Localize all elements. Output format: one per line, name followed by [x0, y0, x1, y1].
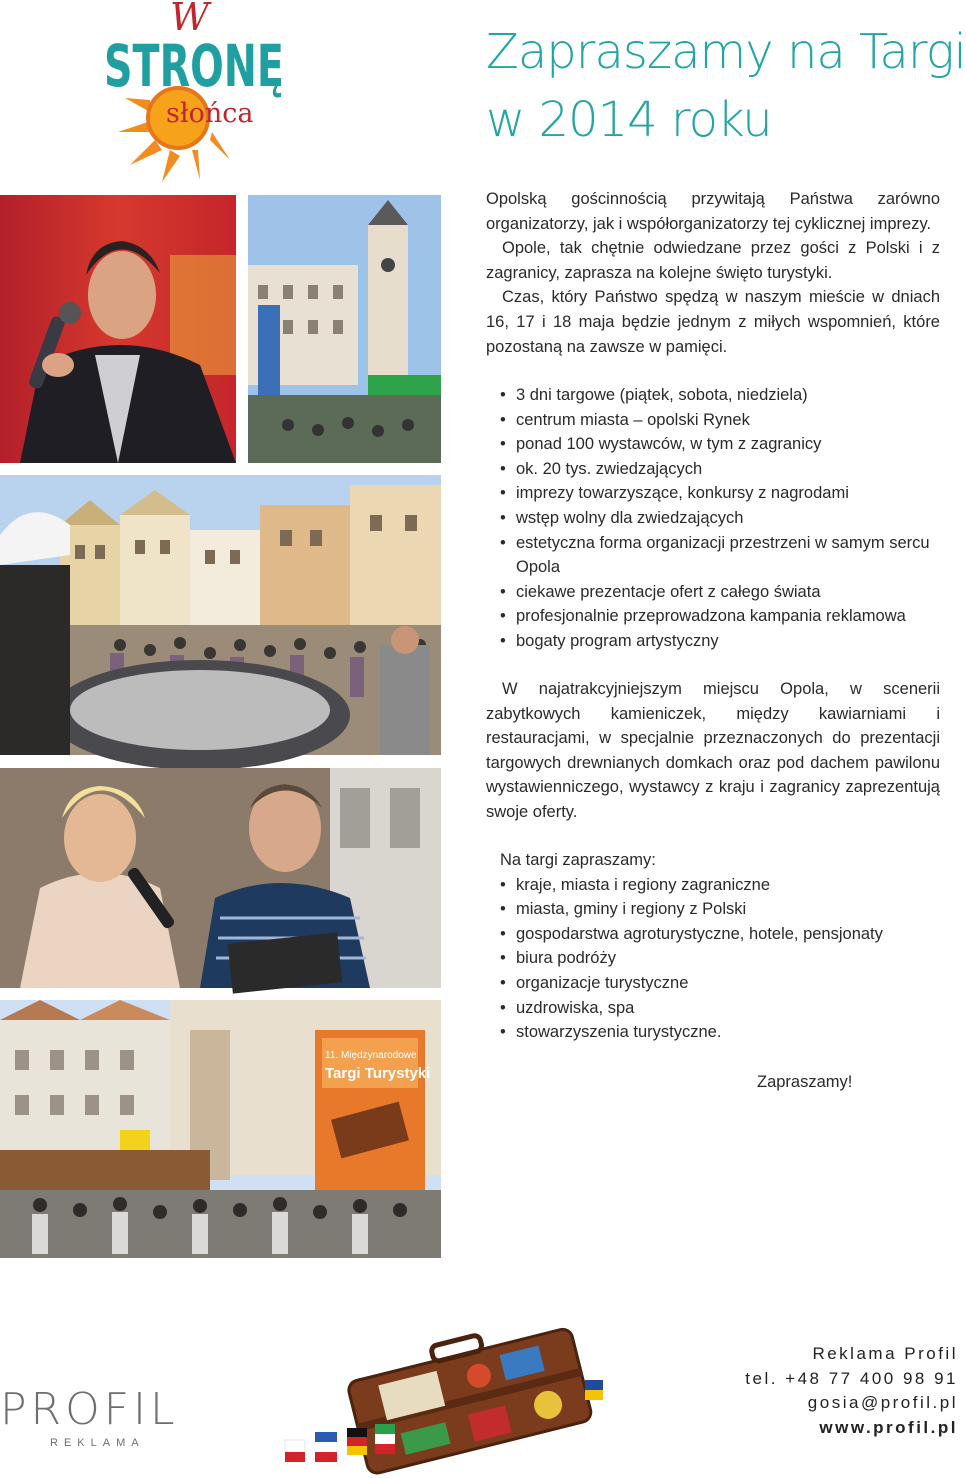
intro-text — [486, 187, 940, 359]
photo-town-hall — [248, 195, 441, 463]
poster-line-2: Targi Turystyki — [325, 1065, 431, 1082]
invite-closing: Zapraszamy! — [757, 1073, 853, 1091]
feature-item: • ciekawe prezentacje ofert z całego świata — [500, 580, 940, 605]
feature-item: • bogaty program artystyczny — [500, 629, 940, 654]
location-section — [486, 677, 940, 825]
title-line-2: w 2014 roku — [486, 92, 772, 148]
invite-item: • kraje, miasta i regiony zagraniczne — [500, 873, 940, 898]
logo-w-letter: W — [170, 0, 210, 39]
invite-heading: Na targi zapraszamy: — [500, 851, 656, 869]
profil-logo-word: PROFIL — [0, 1384, 179, 1435]
feature-item: • ponad 100 wystawców, w tym z zagranicy — [500, 432, 940, 457]
suitcase-illustration — [285, 1320, 655, 1470]
feature-item: • wstęp wolny dla zwiedzających — [500, 506, 940, 531]
contact-website[interactable]: www.profil.pl — [819, 1417, 958, 1437]
feature-item: • 3 dni targowe (piątek, sobota, niedziela) — [500, 383, 940, 408]
invite-item: • miasta, gminy i regiony z Polski — [500, 897, 940, 922]
invite-item: • biura podróży — [500, 946, 940, 971]
poster-line-1: 11. Międzynarodowe — [325, 1050, 417, 1061]
contact-name: Reklama Profil — [812, 1344, 958, 1363]
photo-presenters — [0, 768, 441, 988]
location-paragraph: W najatrakcyjniejszym miejscu Opola, w scenerii zabytkowych kamieniczek, między kawiarniami i restauracjami, w specjalnie przeznaczonych do prezentacji targowych drewnianych domkach oraz pod dachem pawilonu wystawienniczego, wystawcy z kraju i zagranicy zaprezentują swoje oferty. — [486, 680, 940, 821]
invite-item: • uzdrowiska, spa — [500, 996, 940, 1021]
invite-item: • gospodarstwa agroturystyczne, hotele, pensjonaty — [500, 922, 940, 947]
profil-logo — [0, 1385, 200, 1455]
photo-fair-stands — [0, 1000, 441, 1258]
photo-market-crowd — [0, 475, 441, 755]
features-section — [486, 383, 940, 654]
features-list — [486, 383, 940, 654]
intro-paragraph-3: Czas, który Państwo spędzą w naszym mieście w dniach 16, 17 i 18 maja będzie jednym z miłych wspomnień, które pozostaną na zawsze w pamięci. — [486, 288, 940, 356]
feature-item: • imprezy towarzyszące, konkursy z nagrodami — [500, 481, 940, 506]
page-title — [486, 18, 966, 154]
contact-phone: tel. +48 77 400 98 91 — [745, 1368, 958, 1388]
invite-item: • organizacje turystyczne — [500, 971, 940, 996]
profil-logo-sub: REKLAMA — [50, 1437, 145, 1449]
invite-section — [486, 848, 940, 1045]
event-logo — [100, 0, 290, 185]
sun-logo-graphic — [100, 0, 290, 185]
logo-main-word: STRONĘ — [104, 32, 284, 100]
feature-item: • estetyczna forma organizacji przestrzeni w samym sercu Opola — [500, 531, 940, 580]
feature-item: • profesjonalnie przeprowadzona kampania reklamowa — [500, 604, 940, 629]
title-line-1: Zapraszamy na Targi — [486, 24, 966, 80]
contact-email[interactable]: gosia@profil.pl — [807, 1393, 958, 1412]
invite-list — [486, 873, 940, 1045]
intro-paragraph-1: Opolską gościnnością przywitają Państwa zarówno organizatorzy, jak i współorganizatorzy tej cyklicznej imprezy. — [486, 190, 940, 233]
intro-paragraph-2: Opole, tak chętnie odwiedzane przez gości z Polski i z zagranicy, zaprasza na kolejne święto turystyki. — [486, 239, 940, 282]
photo-singer — [0, 195, 236, 463]
feature-item: • ok. 20 tys. zwiedzających — [500, 457, 940, 482]
invite-item: • stowarzyszenia turystyczne. — [500, 1020, 940, 1045]
contact-block — [745, 1342, 958, 1440]
feature-item: • centrum miasta – opolski Rynek — [500, 408, 940, 433]
logo-sub-word: słońca — [166, 98, 254, 129]
